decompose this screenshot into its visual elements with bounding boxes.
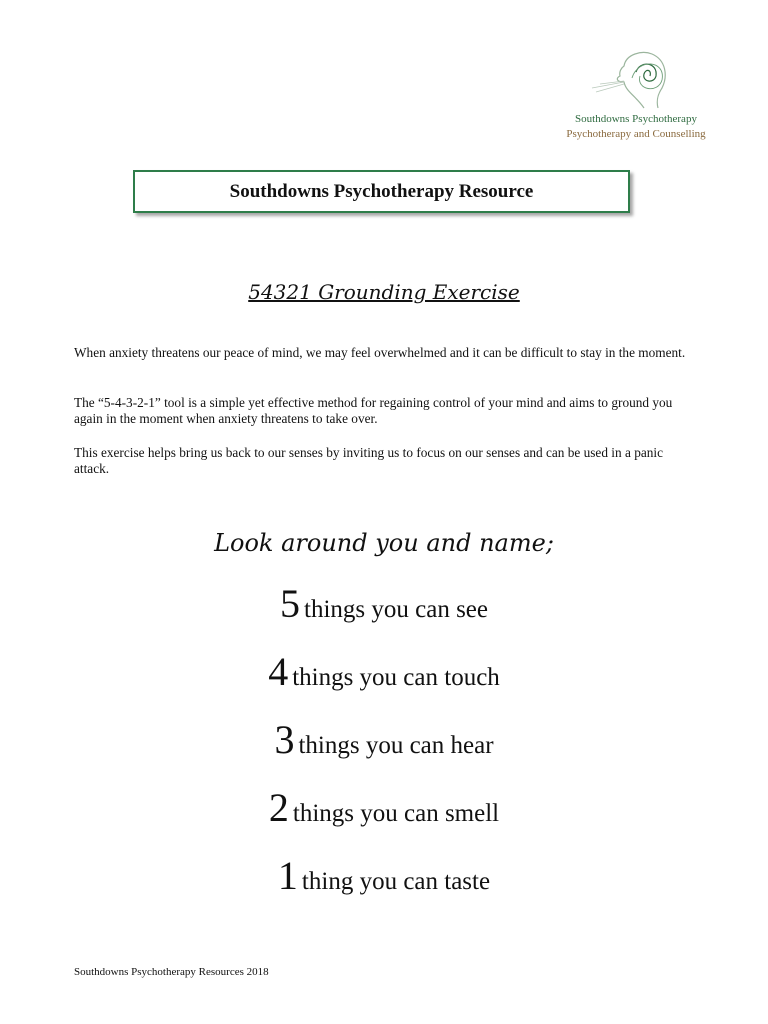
sense-item-touch <box>0 648 768 695</box>
logo <box>556 46 716 142</box>
resource-banner <box>133 170 630 213</box>
exercise-prompt: Look around you and name; <box>214 529 554 557</box>
sense-text: things you can hear <box>298 732 494 759</box>
sense-item-smell <box>0 784 768 831</box>
intro-paragraph: When anxiety threatens our peace of mind, we may feel overwhelmed and it can be difficult to stay in the moment. <box>74 345 686 360</box>
sense-number: 1 <box>277 853 298 898</box>
exercise-paragraph: This exercise helps bring us back to our senses by inviting us to focus on our senses and can be used in a panic attack. <box>74 445 663 476</box>
sense-number: 4 <box>268 649 289 694</box>
document-title: 54321 Grounding Exercise <box>248 280 520 304</box>
head-profile-icon <box>586 48 686 114</box>
sense-text: things you can smell <box>292 800 500 827</box>
logo-name: Southdowns Psychotherapy <box>575 113 697 125</box>
sense-item-taste <box>0 852 768 899</box>
footer-text: Southdowns Psychotherapy Resources 2018 <box>74 966 269 978</box>
sense-number: 2 <box>268 785 289 830</box>
sense-number: 5 <box>280 581 300 626</box>
banner-title: Southdowns Psychotherapy Resource <box>229 180 534 202</box>
logo-tagline: Psychotherapy and Counselling <box>566 128 706 140</box>
tool-paragraph: The “5-4-3-2-1” tool is a simple yet effective method for regaining control of your mind and aims to ground you again in the moment when anxiety threatens to take over. <box>74 395 673 426</box>
sense-text: things you can see <box>304 596 488 623</box>
sense-text: thing you can taste <box>301 868 491 895</box>
sense-item-see <box>0 580 768 627</box>
sense-text: things you can touch <box>292 664 500 691</box>
sense-item-hear <box>0 716 768 763</box>
sense-number: 3 <box>274 717 295 762</box>
